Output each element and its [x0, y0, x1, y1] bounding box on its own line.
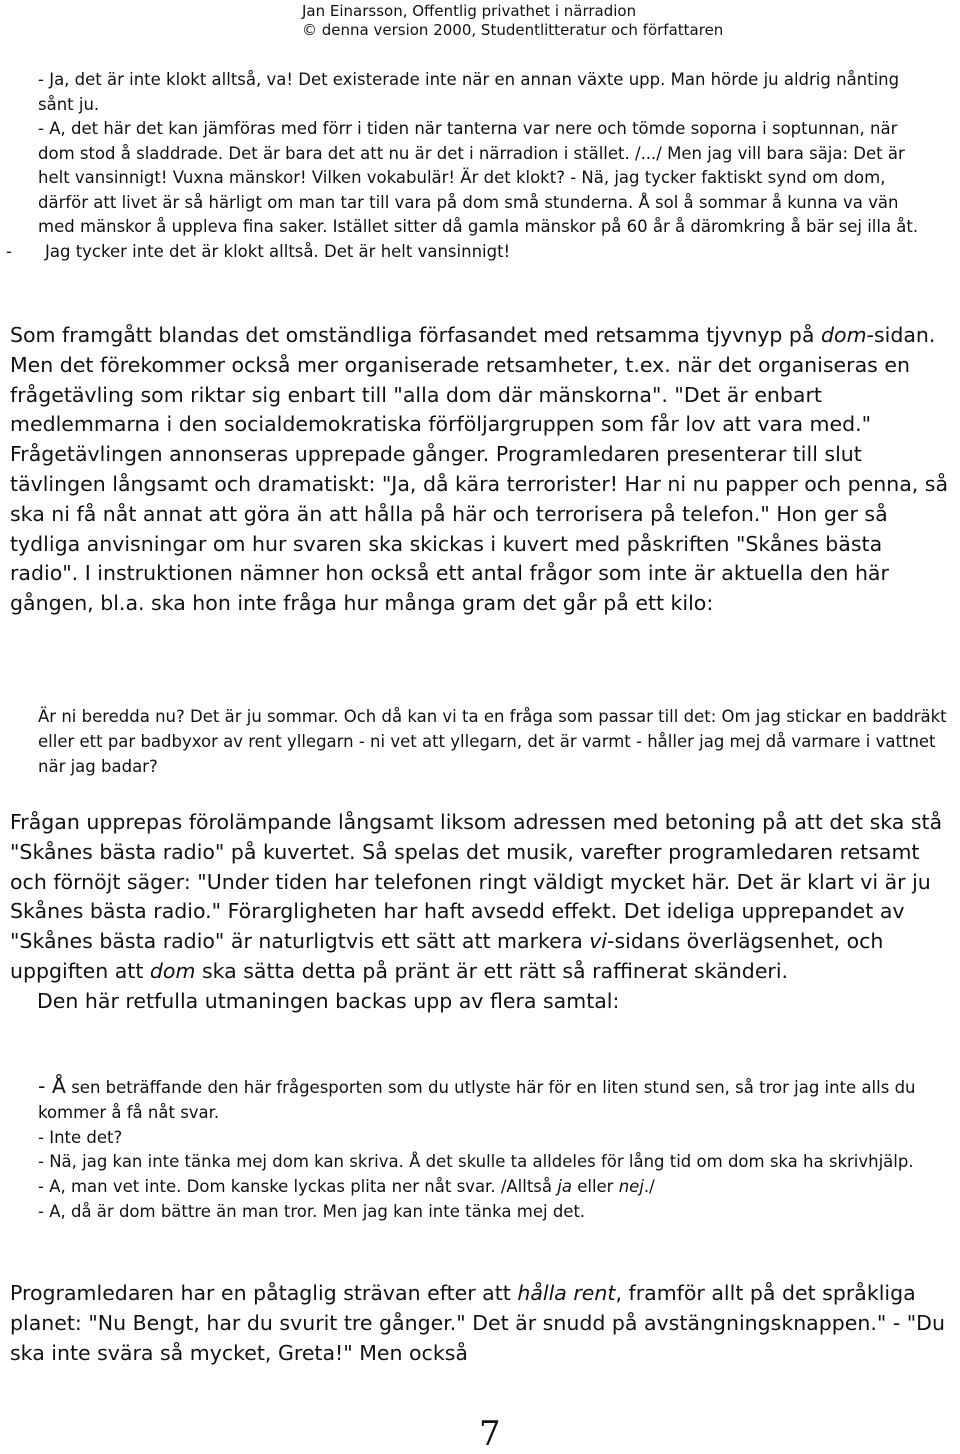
quote3-line1-dash: -	[38, 1074, 52, 1098]
quote3-emphasis-nej: nej	[618, 1177, 644, 1197]
quote3-line4-a: - A, man vet inte. Dom kanske lyckas plita ner nåt svar. /Alltså	[38, 1177, 558, 1197]
quote1-paragraph-2: - A, det här det kan jämföras med förr i tiden när tanterna var nere och tömde soporna i soptunnan, när dom stod å sladdrade. Det är bara det att nu är det i närradion i stället. /.../ Men jag vill bara säja: Det är helt vansinnigt! Vuxna mänskor! Vilken vokabulär! Är det klokt? - Nä, jag tycker faktiskt synd om dom, därför att livet är så härligt om man tar till vara på dom små stunderna. Å sol å sommar å kunna va vän med mänskor å uppleva fina saker. Istället sitter då gamla mänskor på 60 år å däromkring å bär sej illa åt.	[38, 119, 919, 236]
quote3-line-2: - Inte det?	[38, 1127, 123, 1147]
body-paragraph-2	[10, 808, 955, 1017]
quote1-paragraph-1: - Ja, det är inte klokt alltså, va! Det existerade inte när en annan växte upp. Man hörde ju aldrig nånting sånt ju.	[38, 70, 900, 114]
quote1-dash: -	[6, 241, 12, 261]
header-copyright-text: denna version 2000, Studentlitteratur och författaren	[321, 21, 724, 39]
body2-text-c: ska sätta detta på pränt är ett rätt så raffinerat skänderi.	[195, 958, 789, 983]
interview-quote-2	[38, 704, 948, 779]
body2-indented-line: Den här retfulla utmaningen backas upp av flera samtal:	[37, 988, 620, 1013]
quote1-last-text: Jag tycker inte det är klokt alltså. Det är helt vansinnigt!	[45, 241, 511, 261]
header-author-title	[302, 2, 723, 21]
body3-text-a: Programledaren har en påtaglig strävan efter att	[10, 1281, 518, 1305]
quote3-line-4	[38, 1175, 948, 1200]
body3-text-b: , framför allt på det språkliga planet: "Nu Bengt, har du svurit tre gånger." Det är snudd på avstängningsknappen." - "Du ska inte svära så mycket, Greta!" Men också	[10, 1281, 945, 1365]
interview-quote-1	[6, 68, 938, 264]
quote3-line4-b: eller	[571, 1177, 619, 1197]
body1-text-b: -sidan. Men det förekommer också mer organiserade retsamheter, t.ex. när det organiseras en frågetävling som riktar sig enbart till "alla dom där mänskorna". "Det är enbart medlemmarna i den socialdemokratiska förföljargruppen som får lov att vara med." Frågetävlingen annonseras upprepade gånger. Programledaren presenterar till slut tävlingen långsamt och dramatiskt: "Ja, då kära terrorister! Har ni nu papper och penna, så ska ni få nåt annat att göra än att hålla på här och terrorisera på telefon." Hon ger så tydliga anvisningar om hur svaren ska skickas i kuvert med påskriften "Skånes bästa radio". I instruktionen nämner hon också ett antal frågor som inte är aktuella den här gången, bl.a. ska hon inte fråga hur många gram det går på ett kilo:	[10, 323, 949, 616]
quote3-line1-initial: Å	[51, 1074, 66, 1098]
quote2-text: Är ni beredda nu? Det är ju sommar. Och då kan vi ta en fråga som passar till det: Om jag stickar en baddräkt eller ett par badbyxor av rent yllegarn - ni vet att yllegarn, det är varmt - håller jag mej då varmare i vattnet när jag badar?	[38, 707, 947, 776]
body-paragraph-1	[10, 321, 955, 619]
body1-text-a: Som framgått blandas det omständliga förfasandet med retsamma tjyvnyp på	[10, 323, 822, 347]
quote3-line-3: - Nä, jag kan inte tänka mej dom kan skriva. Å det skulle ta alldeles för lång tid om dom ska ha skrivhjälp.	[38, 1152, 914, 1172]
body-paragraph-3	[10, 1279, 955, 1368]
body2-text-a: Frågan upprepas förolämpande långsamt liksom adressen med betoning på att det ska stå "Skånes bästa radio" på kuvertet. Så spelas det musik, varefter programledaren retsamt och förnöjt säger: "Under tiden har telefonen ringt väldigt mycket här. Det är klart vi är ju Skånes bästa radio." Förargligheten har haft avsedd effekt. Det ideliga upprepandet av "Skånes bästa radio" är naturligtvis ett sätt att markera	[10, 810, 943, 954]
body2-text-b: -sidans överlägsenhet, och uppgiften att	[10, 929, 884, 983]
quote3-line-5: - A, då är dom bättre än man tror. Men jag kan inte tänka mej det.	[38, 1201, 586, 1221]
quote3-emphasis-ja: ja	[557, 1177, 572, 1197]
header-title-text: Jan Einarsson, Offentlig privathet i närradion	[302, 2, 637, 20]
copyright-icon: ©	[302, 21, 317, 39]
body2-emphasis-dom: dom	[149, 958, 196, 983]
quote3-line4-c: ./	[643, 1177, 655, 1197]
body3-emphasis-halla-rent: hålla rent	[517, 1281, 616, 1305]
page-header	[302, 2, 723, 40]
page-number: 7	[479, 1414, 501, 1454]
interview-quote-3	[38, 1074, 948, 1225]
quote3-line1-rest: sen beträffande den här frågesporten som du utlyste här för en liten stund sen, så tror jag inte alls du kommer å få nåt svar.	[38, 1078, 916, 1122]
quote3-line-1	[38, 1074, 948, 1126]
header-copyright	[302, 21, 723, 40]
body2-emphasis-vi: vi	[589, 929, 608, 954]
quote1-last-line	[6, 240, 906, 265]
body1-emphasis-dom: dom	[821, 323, 867, 347]
